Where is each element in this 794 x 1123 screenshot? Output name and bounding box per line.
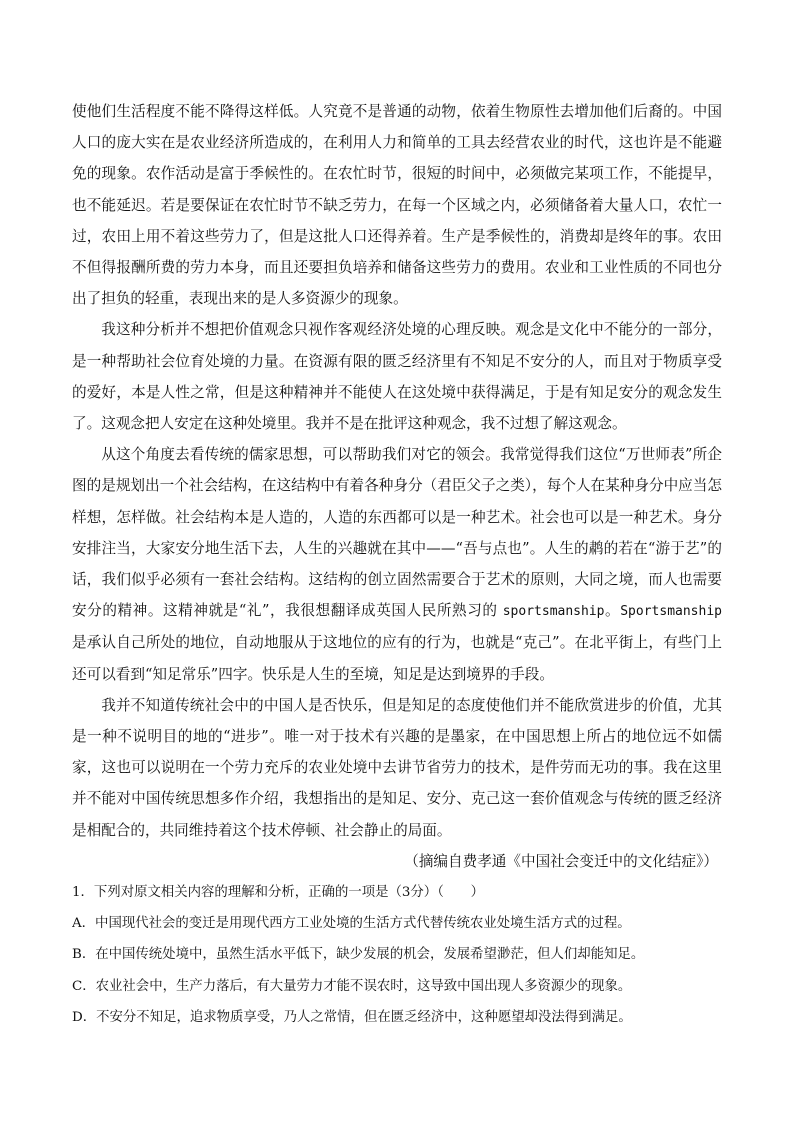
option-a[interactable]: A．中国现代社会的变迁是用现代西方工业处境的生活方式代替传统农业处境生活方式的过程。 xyxy=(72,916,631,932)
paragraph-3 xyxy=(72,439,722,690)
paragraph-4: 我并不知道传统社会中的中国人是否快乐，但是知足的态度使他们并不能欣赏进步的价值，尤其是一种不说明目的地的“进步”。唯一对于技术有兴趣的是墨家，在中国思想上所占的地位远不如儒家，这也可以说明在一个劳力充斥的农业处境中去讲节省劳力的技术，是件劳而无功的事。我在这里并不能对中国传统思想多作介绍，我想指出的是知足、安分、克己这一套价值观念与传统的匮乏经济是相配合的，共同维持着这个技术停顿、社会静止的局面。 xyxy=(72,696,722,839)
source-citation: （摘编自费孝通《中国社会变迁中的文化结症》） xyxy=(404,852,718,870)
option-c[interactable]: C．农业社会中，生产力落后，有大量劳力才能不误农时，这导致中国出现人多资源少的现象。 xyxy=(72,978,632,994)
paragraph-3-part-1: 从这个角度去看传统的儒家思想，可以帮助我们对它的领会。我常觉得我们这位“万世师表”所企图的是规划出一个社会结构，在这结构中有着各种身分（君臣父子之类），每个人在某种身分中应当怎样想，怎样做。社会结构本是人造的，人造的东西都可以是一种艺术。社会也可以是一种艺术。身分安排注当，大家安分地生活下去，人生的兴趣就在其中——“吾与点也”。人生的鹔的若在“游于艺”的话，我们似乎必须有一套社会结构。这结构的创立固然需要合于艺术的原则，大同之境，而人也需要安分的精神。这精神就是“礼”，我很想翻译成英国人民所熟习的 xyxy=(72,446,722,620)
question-stem: 1．下列对原文相关内容的理解和分析，正确的一项是（3分）（ ） xyxy=(72,885,485,901)
paragraph-3-part-2: 。 xyxy=(604,602,621,620)
paragraph-2: 我这种分析并不想把价值观念只视作客观经济处境的心理反映。观念是文化中不能分的一部分，是一种帮助社会位育处境的力量。在资源有限的匮乏经济里有不知足不安分的人，而且对于物质享受的爱好，本是人性之常，但是这种精神并不能使人在这处境中获得满足，于是有知足安分的观念发生了。这观念把人安定在这种处境里。我并不是在批评这种观念，我不过想了解这观念。 xyxy=(72,321,722,433)
document-page xyxy=(72,96,722,1033)
option-b[interactable]: B．在中国传统处境中，虽然生活水平低下，缺少发展的机会，发展希望渺茫，但人们却能知足。 xyxy=(72,947,645,963)
option-d[interactable]: D．不安分不知足，追求物质享受，乃人之常情，但在匮乏经济中，这种愿望却没法得到满足。 xyxy=(72,1009,632,1025)
term-sportsmanship-upper: Sportsmanship xyxy=(620,604,722,620)
paragraph-3-part-3: 是承认自己所处的地位，自动地服从于这地位的应有的行为，也就是“克己”。在北平街上，有些门上还可以看到“知足常乐”四字。快乐是人生的至境，知足是达到境界的手段。 xyxy=(72,634,722,683)
paragraph-1: 使他们生活程度不能不降得这样低。人究竟不是普通的动物，依着生物原性去增加他们后裔的。中国人口的庞大实在是农业经济所造成的，在利用人力和简单的工具去经营农业的时代，这也许是不能避免的现象。农作活动是富于季候性的。在农忙时节，很短的时间中，必须做完某项工作，不能提早，也不能延迟。若是要保证在农忙时节不缺乏劳力，在每一个区域之内，必须储备着大量人口，农忙一过，农田上用不着这些劳力了，但是这批人口还得养着。生产是季候性的，消费却是终年的事。农田不但得报酬所费的劳力本身，而且还要担负培养和储备这些劳力的费用。农业和工业性质的不同也分出了担负的轻重，表现出来的是人多资源少的现象。 xyxy=(72,103,722,308)
term-sportsmanship-lower: sportsmanship xyxy=(502,604,605,620)
